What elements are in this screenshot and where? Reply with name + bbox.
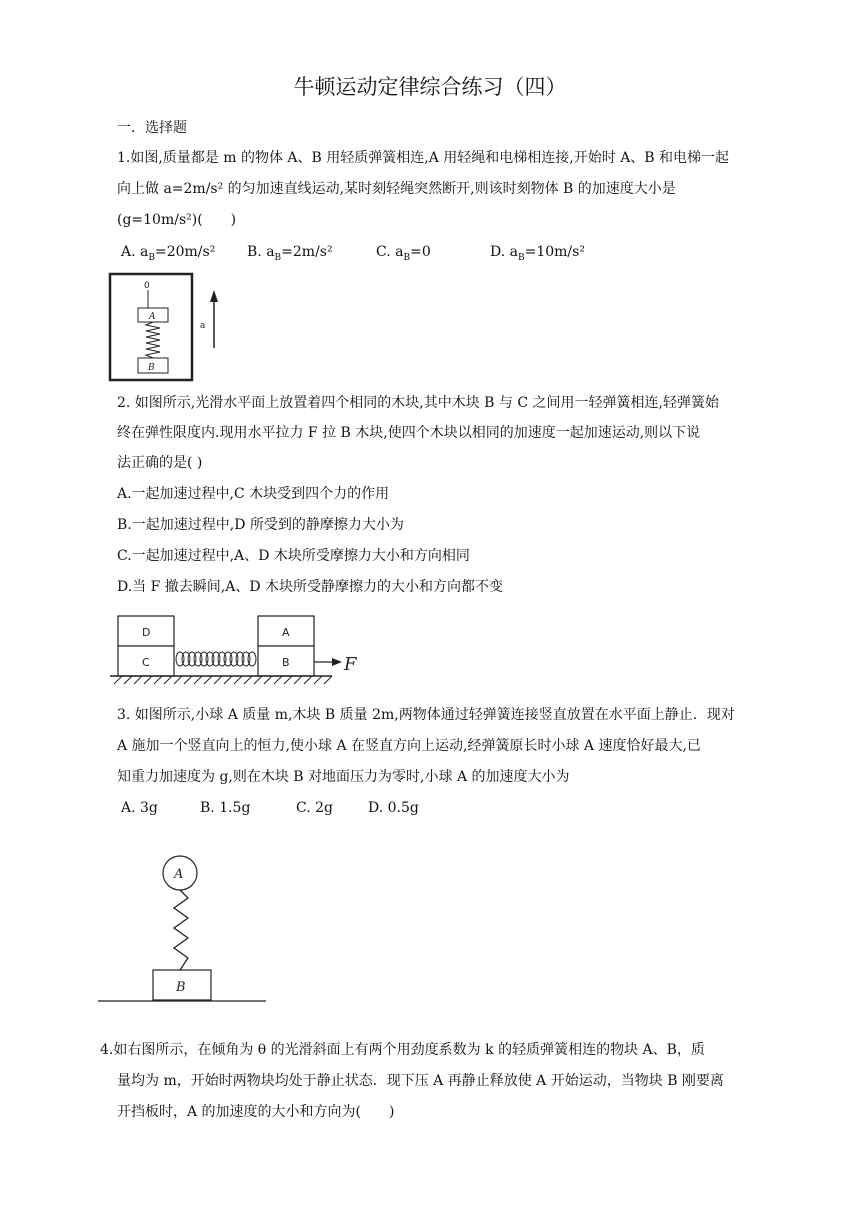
option-b: B. 1.5g: [200, 800, 251, 816]
option-b: B.一起加速过程中,D 所受到的静摩擦力大小为: [117, 517, 404, 533]
force-label: F: [344, 654, 357, 675]
spring: [176, 652, 256, 666]
ground-hatch: [114, 676, 332, 684]
block-a-label: A: [282, 626, 290, 639]
ball-spring-figure: [98, 852, 268, 1004]
option-d: D. $a_B=10m/s^2$: [490, 244, 585, 263]
question-line: 知重力加速度为 g,则在木块 B 对地面压力为零时,小球 A 的加速度大小为: [117, 769, 570, 785]
force-arrow-head: [332, 658, 342, 666]
arrow-label: a: [200, 321, 206, 331]
option-d: D.当 F 撤去瞬间,A、D 木块所受静摩擦力的大小和方向都不变: [117, 579, 504, 595]
block-b-label: B: [148, 363, 155, 373]
question-line: 开挡板时，A 的加速度的大小和方向为( ): [117, 1104, 395, 1120]
option-d: D. 0.5g: [368, 800, 419, 816]
option-c: C. $a_B=0$: [376, 244, 431, 263]
option-b: B. $a_B=2m/s^2$: [247, 244, 333, 263]
elevator-figure: [108, 272, 228, 384]
option-c: C.一起加速过程中,A、D 木块所受摩擦力大小和方向相同: [117, 548, 470, 564]
block-b-label: B: [282, 656, 290, 669]
question-line: 1.如图,质量都是 m 的物体 A、B 用轻质弹簧相连,A 用轻绳和电梯相连接,开始时 A、B 和电梯一起: [117, 150, 730, 166]
question-line: 2. 如图所示,光滑水平面上放置着四个相同的木块,其中木块 B 与 C 之间用一轻弹簧相连,轻弹簧始: [117, 395, 719, 411]
top-label: 0: [144, 281, 150, 291]
block-b-label: B: [176, 980, 186, 995]
question-line: 向上做 a=2m/s² 的匀加速直线运动,某时刻轻绳突然断开,则该时刻物体 B 的加速度大小是: [117, 181, 676, 197]
question-line: A 施加一个竖直向上的恒力,使小球 A 在竖直方向上运动,经弹簧原长时小球 A 速度恰好最大,已: [117, 738, 701, 754]
spring: [174, 890, 188, 970]
option-c: C. 2g: [296, 800, 333, 816]
option-a: A.一起加速过程中,C 木块受到四个力的作用: [117, 486, 390, 502]
question-line: 法正确的是( ): [117, 455, 203, 471]
option-a: A. $a_B=20m/s^2$: [121, 244, 216, 263]
question-line: 终在弹性限度内.现用水平拉力 F 拉 B 木块,使四个木块以相同的加速度一起加速运动,则以下说: [117, 425, 701, 441]
question-line: 量均为 m，开始时两物块均处于静止状态．现下压 A 再静止释放使 A 开始运动，当物块 B 刚要离: [117, 1073, 724, 1089]
spring: [146, 322, 160, 358]
question-line: (g=10m/s²)( ): [117, 212, 237, 228]
blocks-spring-figure: [110, 612, 370, 690]
block-a-label: A: [149, 312, 156, 322]
page-title: 牛顿运动定律综合练习（四）: [293, 75, 567, 99]
option-a: A. 3g: [121, 800, 158, 816]
question-line: 3. 如图所示,小球 A 质量 m,木块 B 质量 2m,两物体通过轻弹簧连接竖直放置在水平面上静止．现对: [117, 707, 735, 723]
block-d-label: D: [142, 626, 151, 639]
block-c-label: C: [142, 656, 150, 669]
ball-a-label: A: [174, 867, 184, 882]
arrow-head: [210, 290, 218, 302]
section-heading: 一．选择题: [117, 120, 187, 136]
question-line: 4.如右图所示，在倾角为 θ 的光滑斜面上有两个用劲度系数为 k 的轻质弹簧相连的物块 A、B，质: [100, 1042, 705, 1058]
